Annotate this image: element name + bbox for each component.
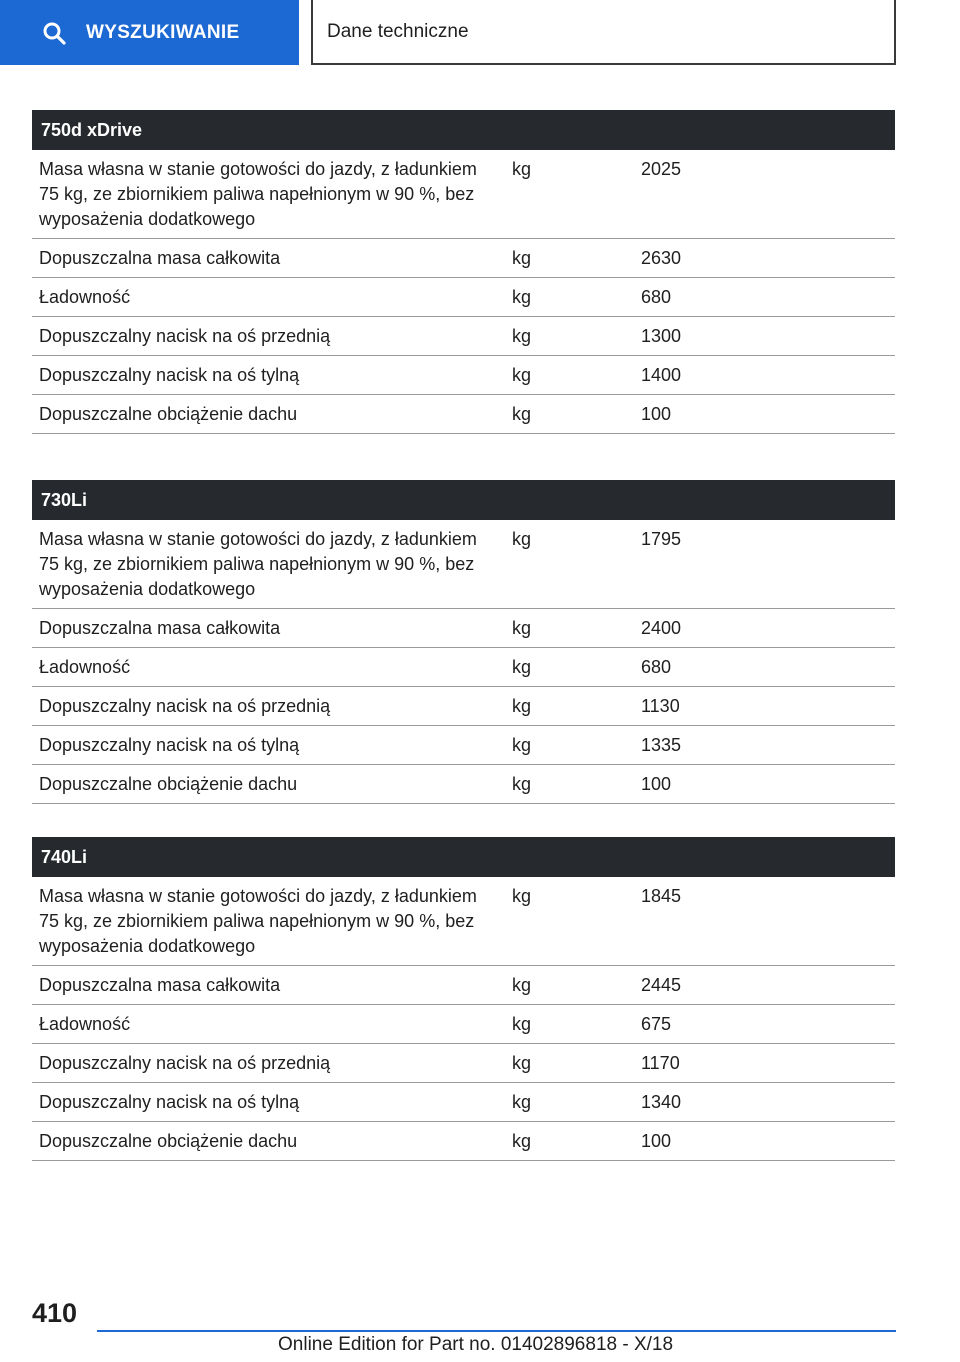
table-row — [32, 1083, 895, 1122]
row-unit: kg — [512, 287, 532, 307]
row-unit: kg — [512, 1092, 532, 1112]
search-button[interactable] — [0, 0, 299, 65]
spec-table — [32, 480, 895, 804]
row-unit: kg — [512, 529, 532, 549]
row-value: 100 — [641, 1131, 672, 1151]
table-row — [32, 520, 895, 609]
row-label: Masa własna w stanie gotowości do jazdy, z ładunkiem 75 kg, ze zbiornikiem paliwa napełnionym w 90 %, bez wyposażenia dodatkowego — [39, 886, 477, 956]
table-row — [32, 150, 895, 239]
table-title: 750d xDrive — [32, 110, 895, 150]
table-row — [32, 877, 895, 966]
row-value: 100 — [641, 404, 672, 424]
row-value: 2400 — [641, 618, 682, 638]
row-label: Dopuszczalny nacisk na oś tylną — [39, 735, 300, 755]
table-title: 740Li — [32, 837, 895, 877]
footer-divider — [97, 1330, 896, 1332]
row-unit: kg — [512, 326, 532, 346]
row-unit: kg — [512, 975, 532, 995]
row-label: Dopuszczalna masa całkowita — [39, 248, 281, 268]
row-label: Ładowność — [39, 657, 131, 677]
row-value: 2445 — [641, 975, 682, 995]
table-row — [32, 278, 895, 317]
row-unit: kg — [512, 696, 532, 716]
spec-table — [32, 110, 895, 434]
spec-table — [32, 837, 895, 1161]
table-row — [32, 1044, 895, 1083]
table-row — [32, 966, 895, 1005]
row-unit: kg — [512, 618, 532, 638]
table-row — [32, 356, 895, 395]
row-unit: kg — [512, 1131, 532, 1151]
row-label: Dopuszczalna masa całkowita — [39, 618, 281, 638]
row-unit: kg — [512, 774, 532, 794]
row-value: 2630 — [641, 248, 682, 268]
table-title: 730Li — [32, 480, 895, 520]
row-unit: kg — [512, 1053, 532, 1073]
row-label: Ładowność — [39, 1014, 131, 1034]
row-label: Dopuszczalne obciążenie dachu — [39, 1131, 298, 1151]
table-row — [32, 1122, 895, 1161]
page-number: 410 — [32, 1298, 78, 1328]
row-label: Masa własna w stanie gotowości do jazdy, z ładunkiem 75 kg, ze zbiornikiem paliwa napełnionym w 90 %, bez wyposażenia dodatkowego — [39, 529, 477, 599]
row-label: Dopuszczalny nacisk na oś przednią — [39, 696, 331, 716]
row-unit: kg — [512, 365, 532, 385]
table-row — [32, 687, 895, 726]
table-row — [32, 395, 895, 434]
row-value: 1795 — [641, 529, 682, 549]
row-unit: kg — [512, 657, 532, 677]
row-value: 680 — [641, 657, 672, 677]
table-row — [32, 726, 895, 765]
table-row — [32, 765, 895, 804]
table-row — [32, 648, 895, 687]
row-unit: kg — [512, 1014, 532, 1034]
row-unit: kg — [512, 404, 532, 424]
row-value: 680 — [641, 287, 672, 307]
row-unit: kg — [512, 159, 532, 179]
row-value: 1845 — [641, 886, 682, 906]
row-value: 1130 — [641, 696, 680, 716]
row-value: 100 — [641, 774, 672, 794]
row-label: Dopuszczalny nacisk na oś przednią — [39, 326, 331, 346]
table-row — [32, 1005, 895, 1044]
row-value: 1400 — [641, 365, 682, 385]
row-value: 2025 — [641, 159, 682, 179]
table-row — [32, 609, 895, 648]
row-label: Dopuszczalny nacisk na oś przednią — [39, 1053, 331, 1073]
row-unit: kg — [512, 886, 532, 906]
search-icon — [42, 21, 66, 45]
row-unit: kg — [512, 735, 532, 755]
row-unit: kg — [512, 248, 532, 268]
row-label: Dopuszczalna masa całkowita — [39, 975, 281, 995]
row-label: Dopuszczalny nacisk na oś tylną — [39, 1092, 300, 1112]
edition-text: Online Edition for Part no. 01402896818 - X/18 — [278, 1334, 674, 1355]
row-value: 1170 — [641, 1053, 680, 1073]
row-label: Dopuszczalne obciążenie dachu — [39, 774, 298, 794]
table-row — [32, 239, 895, 278]
row-value: 675 — [641, 1014, 672, 1034]
row-label: Dopuszczalny nacisk na oś tylną — [39, 365, 300, 385]
row-label: Masa własna w stanie gotowości do jazdy, z ładunkiem 75 kg, ze zbiornikiem paliwa napełnionym w 90 %, bez wyposażenia dodatkowego — [39, 159, 477, 229]
section-title: Dane techniczne — [311, 0, 896, 65]
table-row — [32, 317, 895, 356]
row-label: Dopuszczalne obciążenie dachu — [39, 404, 298, 424]
search-button-label: WYSZUKIWANIE — [86, 21, 240, 43]
row-value: 1300 — [641, 326, 682, 346]
row-value: 1335 — [641, 735, 682, 755]
row-value: 1340 — [641, 1092, 682, 1112]
row-label: Ładowność — [39, 287, 131, 307]
